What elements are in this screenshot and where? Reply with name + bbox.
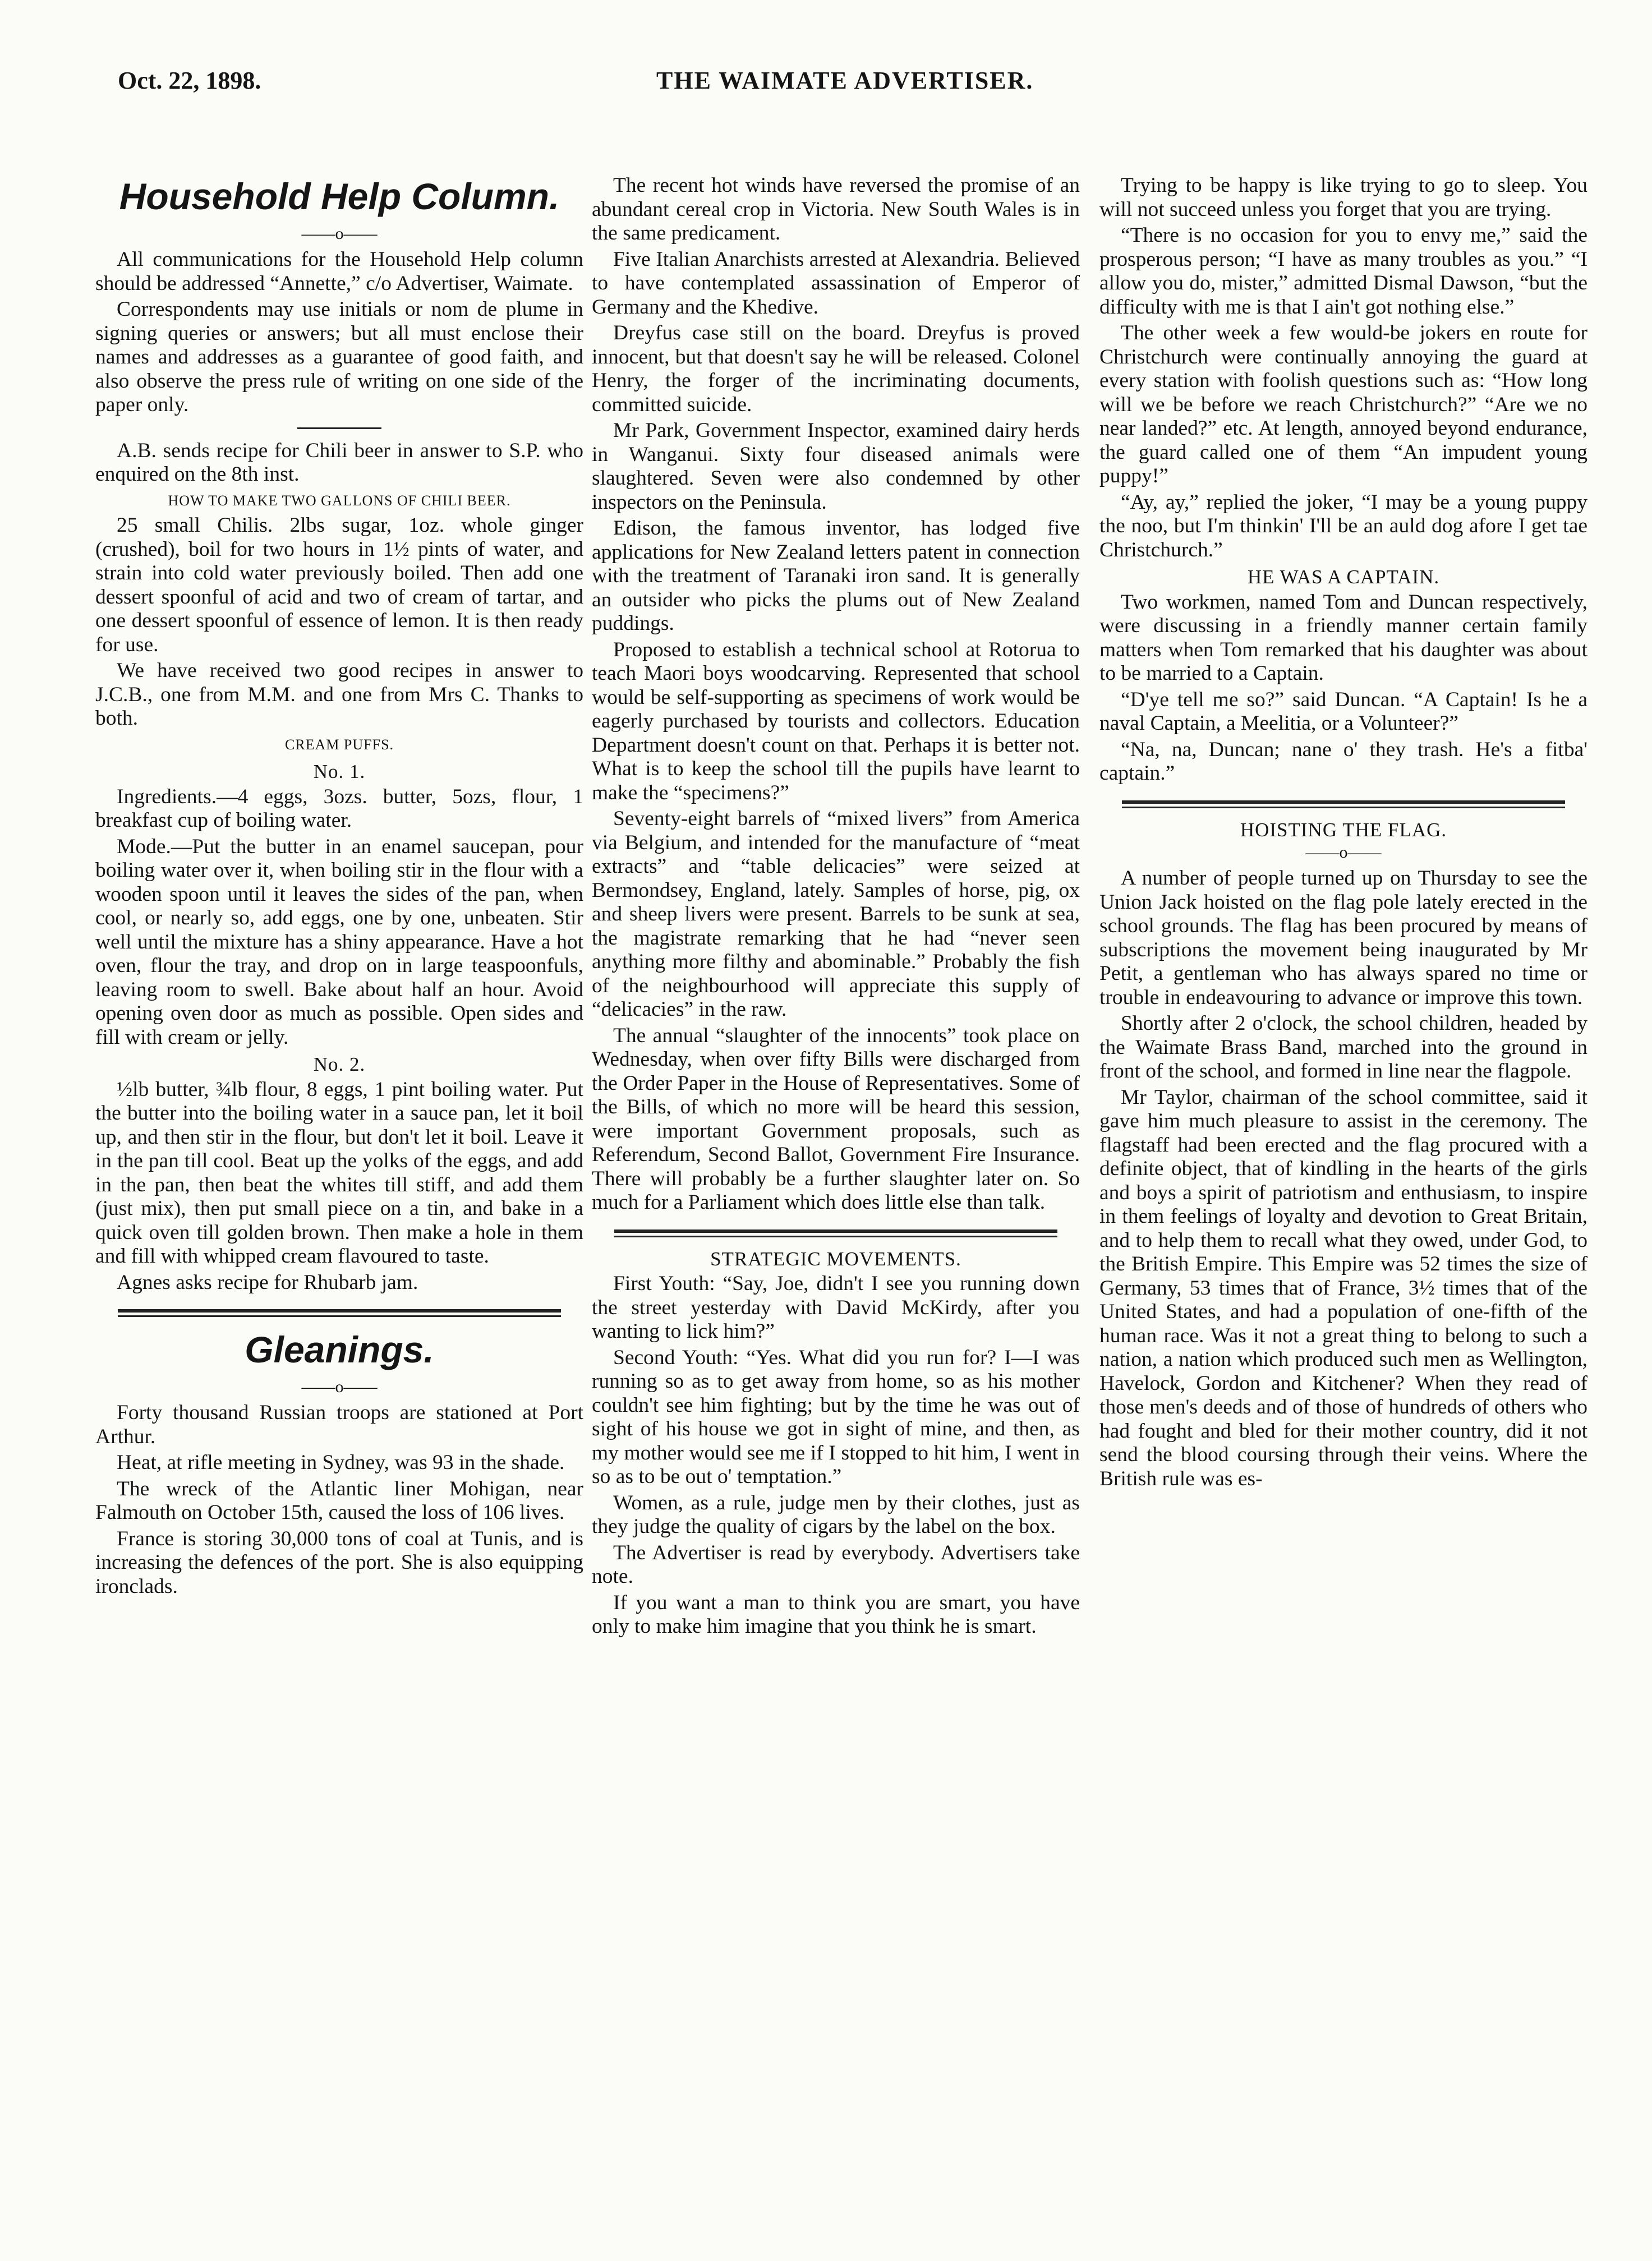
- section-title-gleanings: Gleanings.: [245, 1329, 434, 1370]
- paragraph: First Youth: “Say, Joe, didn't I see you running down the street yesterday with David McKirdy, after you wanting to lick him?”: [592, 1272, 1080, 1343]
- paragraph: The other week a few would-be jokers en route for Christchurch were continually annoying the guard at every station with foolish questions such as: “How long will we be before we reach Christchurch?” “Are we no near landed?” etc. At length, annoyed beyond endurance, the guard called one of them “An impudent young puppy!”: [1099, 321, 1587, 487]
- recipe-heading: CREAM PUFFS.: [284, 736, 394, 753]
- paragraph: “D'ye tell me so?” said Duncan. “A Captain! Is he a naval Captain, a Meelitia, or a Volunteer?”: [1099, 688, 1587, 735]
- paragraph: “Na, na, Duncan; nane o' they trash. He's a fitba' captain.”: [1099, 738, 1587, 785]
- paragraph: Mr Taylor, chairman of the school committee, said it gave him much pleasure to assist in the ceremony. The flagstaff had been erected and the flag procured with a definite object, that of kindling in the hearts of the girls and boys a spirit of patriotism and enthusiasm, to inspire in them feelings of loyalty and devotion to Great Britain, and to help them to recall what they owed, under God, to the British Empire. This Empire was 52 times the size of Germany, 53 times that of France, 3½ times that of the United States, and had a population of one-fifth of the human race. Was it not a great thing to belong to such a nation, a nation which produced such men as Wellington, Havelock, Gordon and Kitchener? When they read of those men's deeds and of those of hundreds of others who had fought and bled for their mother country, did it not send the blood coursing through their veins. Where the British rule was es-: [1099, 1085, 1587, 1490]
- section-title-household-help: Household Help Column.: [119, 176, 560, 217]
- double-rule: [118, 1309, 561, 1317]
- paragraph: “There is no occasion for you to envy me,” said the prosperous person; “I have as many troubles as you.” “I allow you do, mister,” admitted Dismal Dawson, “but the difficulty with me is that I ain't got nothing else.”: [1099, 224, 1587, 319]
- paragraph: France is storing 30,000 tons of coal at Tunis, and is increasing the defences of the port. She is also equipping ironclads.: [95, 1527, 583, 1598]
- paragraph: The wreck of the Atlantic liner Mohigan, near Falmouth on October 15th, caused the loss of 106 lives.: [95, 1477, 583, 1524]
- paragraph: Edison, the famous inventor, has lodged five applications for New Zealand letters patent in connection with the treatment of Taranaki iron sand. It is generally an outsider who picks the plums out of New Zealand puddings.: [592, 517, 1080, 635]
- issue-date: Oct. 22, 1898.: [118, 67, 261, 94]
- section-title-captain: HE WAS A CAPTAIN.: [1247, 566, 1440, 588]
- paragraph: A number of people turned up on Thursday to see the Union Jack hoisted on the flag pole lately erected in the school grounds. The flag has been procured by means of subscriptions the movement being inaugurated by Mr Petit, a gentleman who has always spared no time or trouble in endeavouring to advance or improve this town.: [1099, 867, 1587, 1009]
- paragraph: Two workmen, named Tom and Duncan respectively, were discussing in a friendly manner certain family matters when Tom remarked that his daughter was about to be married to a Captain.: [1099, 590, 1587, 685]
- paragraph: 25 small Chilis. 2lbs sugar, 1oz. whole ginger (crushed), boil for two hours in 1½ pints of water, and strain into cold water previously boiled. Then add one dessert spoonful of acid and two of cream of tartar, and one dessert spoonful of essence of lemon. It is then ready for use.: [95, 514, 583, 656]
- paragraph: Second Youth: “Yes. What did you run for? I—I was running so as to get away from home, so as his mother couldn't see him fighting; but by the time he was out of sight of his house we got in sight of mine, and then, as my mother would see me if I stopped to hit him, I went in so as to be out o' temptation.”: [592, 1346, 1080, 1488]
- paragraph: Seventy-eight barrels of “mixed livers” from America via Belgium, and intended for the manufacture of “meat extracts” and “table delicacies” were seized at Bermondsey, England, lately. Samples of horse, pig, ox and sheep livers were present. Barrels to be sunk at sea, the magistrate remarking that he had “never seen anything more filthy and abominable.” Probably the fish of the neighbourhood will appreciate this supply of “delicacies” in the raw.: [592, 807, 1080, 1021]
- paragraph: Shortly after 2 o'clock, the school children, headed by the Waimate Brass Band, marched into the ground in front of the school, and formed in line near the flagpole.: [1099, 1012, 1587, 1083]
- paragraph: We have received two good recipes in answer to J.C.B., one from M.M. and one from Mrs C. Thanks to both.: [95, 659, 583, 730]
- paragraph: All communications for the Household Help column should be addressed “Annette,” c/o Advertiser, Waimate.: [95, 248, 583, 295]
- masthead: [62, 66, 1576, 100]
- paragraph: Correspondents may use initials or nom de plume in signing queries or answers; but all must enclose their names and addresses as a guarantee of good faith, and also observe the press rule of writing on one side of the paper only.: [95, 298, 583, 416]
- paragraph: Proposed to establish a technical school at Rotorua to teach Maori boys woodcarving. Represented that school would be self-supporting as specimens of work would be eagerly purchased by tourists and collectors. Education Department doesn't count on that. Perhaps it is better not. What is to keep the school till the pupils have learnt to make the “specimens?”: [592, 638, 1080, 804]
- paragraph: Dreyfus case still on the board. Dreyfus is proved innocent, but that doesn't say he will be released. Colonel Henry, the forger of the incriminating documents, committed suicide.: [592, 321, 1080, 416]
- column-household-help: [95, 174, 583, 1601]
- newspaper-title: THE WAIMATE ADVERTISER.: [656, 67, 1034, 94]
- paragraph: Heat, at rifle meeting in Sydney, was 93 in the shade.: [117, 1451, 565, 1474]
- recipe-number: No. 1.: [313, 761, 366, 782]
- paragraph: The annual “slaughter of the innocents” took place on Wednesday, when over fifty Bills were discharged from the Order Paper in the House of Representatives. Some of the Bills, of which no more will be heard this session, were important Government proposals, such as Referendum, Second Ballot, Government Fire Insurance. There will probably be a further slaughter later on. So much for a Parliament which does little else than talk.: [592, 1024, 1080, 1214]
- paragraph: The Advertiser is read by everybody. Advertisers take note.: [592, 1541, 1080, 1588]
- paragraph: The recent hot winds have reversed the promise of an abundant cereal crop in Victoria. New South Wales is in the same predicament.: [592, 174, 1080, 245]
- section-title-hoisting-flag: HOISTING THE FLAG.: [1240, 818, 1447, 841]
- column-miscellany: [1099, 174, 1587, 1493]
- paragraph: Mr Park, Government Inspector, examined dairy herds in Wanganui. Sixty four diseased animals were slaughtered. Seven were also condemned by other inspectors on the Peninsula.: [592, 419, 1080, 514]
- recipe-heading: HOW TO MAKE TWO GALLONS OF CHILI BEER.: [168, 492, 511, 509]
- paragraph: If you want a man to think you are smart, you have only to make him imagine that you think he is smart.: [592, 1591, 1080, 1638]
- paragraph: Agnes asks recipe for Rhubarb jam.: [117, 1270, 418, 1294]
- paragraph: Five Italian Anarchists arrested at Alexandria. Believed to have contemplated assassination of Emperor of Germany and the Khedive.: [592, 247, 1080, 319]
- paragraph: Mode.—Put the butter in an enamel saucepan, pour boiling water over it, when boiling stir in the flour with a wooden spoon until it leaves the sides of the pan, when cool, or nearly so, add eggs, one by one, unbeaten. Stir well until the mixture has a shiny appearance. Have a hot oven, flour the tray, and drop on in large teaspoonfuls, leaving room to swell. Bake about half an hour. Avoid opening oven door as much as possible. Open sides and fill with cream or jelly.: [95, 835, 583, 1049]
- paragraph: Women, as a rule, judge men by their clothes, just as they judge the quality of cigars by the label on the box.: [592, 1491, 1080, 1538]
- separator: ——o——: [301, 224, 378, 243]
- double-rule: [614, 1229, 1057, 1237]
- double-rule: [1122, 800, 1565, 808]
- paragraph: Forty thousand Russian troops are stationed at Port Arthur.: [95, 1401, 583, 1448]
- paragraph: A.B. sends recipe for Chili beer in answer to S.P. who enquired on the 8th inst.: [95, 439, 583, 486]
- paragraph: Trying to be happy is like trying to go to sleep. You will not succeed unless you forget that you are trying.: [1099, 174, 1587, 221]
- paragraph: Ingredients.—4 eggs, 3ozs. butter, 5ozs, flour, 1 breakfast cup of boiling water.: [95, 785, 583, 832]
- separator: ——o——: [1305, 843, 1382, 862]
- paragraph: ½lb butter, ¾lb flour, 8 eggs, 1 pint boiling water. Put the butter into the boiling water in a sauce pan, let it boil up, and then stir in the flour, but don't let it boil. Leave it in the pan till cool. Beat up the yolks of the eggs, and add in the pan, then beat the whites till stiff, and add them (just mix), then put small piece on a tin, and bake in a quick oven till golden brown. Then make a hole in them and fill with whipped cream flavoured to taste.: [95, 1077, 583, 1268]
- paragraph: “Ay, ay,” replied the joker, “I may be a young puppy the noo, but I'm thinkin' I'll be an auld dog afore I get tae Christchurch.”: [1099, 490, 1587, 561]
- recipe-number: No. 2.: [313, 1053, 366, 1075]
- section-title-strategic-movements: STRATEGIC MOVEMENTS.: [710, 1247, 961, 1270]
- column-news: [592, 174, 1080, 1641]
- separator: ——o——: [301, 1378, 378, 1396]
- short-rule: [297, 427, 381, 429]
